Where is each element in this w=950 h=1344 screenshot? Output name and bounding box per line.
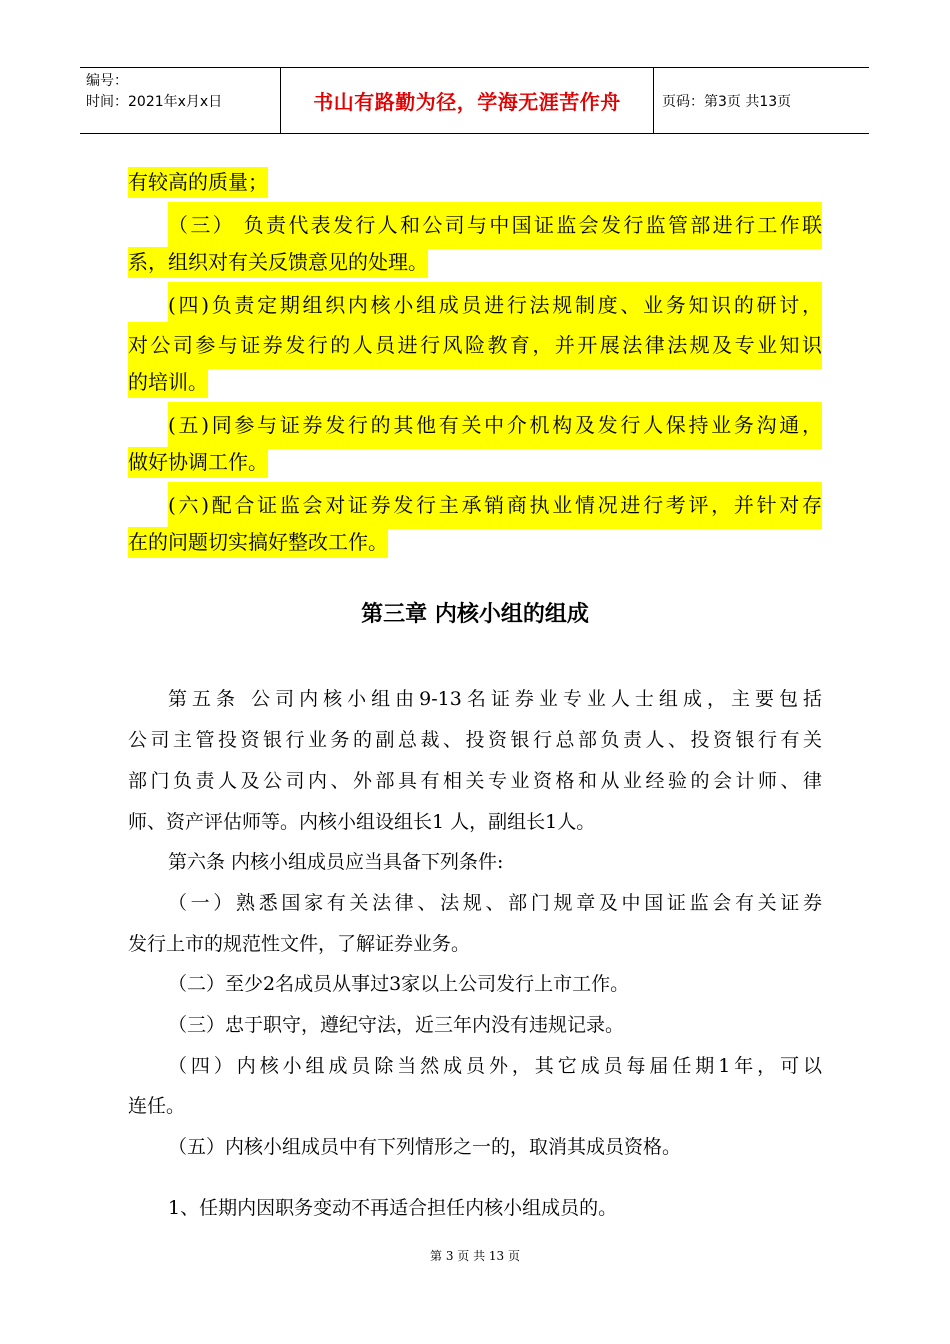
highlight-line: 在的问题切实搞好整改工作。 <box>128 522 822 562</box>
article-5-line: 第五条 公司内核小组由9-13名证券业专业人士组成，主要包括 <box>168 688 822 710</box>
condition-3-line: （三）忠于职守，遵纪守法，近三年内没有违规记录。 <box>168 1014 625 1036</box>
highlight-line: 做好协调工作。 <box>128 442 822 482</box>
highlight-line: 系，组织对有关反馈意见的处理。 <box>128 242 822 282</box>
motto-text: 书山有路勤为径，学海无涯苦作舟 <box>313 90 621 114</box>
condition-2-line: （二）至少2名成员从事过3家以上公司发行上市工作。 <box>168 973 630 995</box>
highlight-line: （三） 负责代表发行人和公司与中国证监会发行监管部进行工作联 <box>128 202 822 242</box>
condition-4-line: （四）内核小组成员除当然成员外，其它成员每届任期1年，可以 <box>168 1055 822 1077</box>
highlight-line: 的培训。 <box>128 362 822 402</box>
highlight-line: (六)配合证监会对证券发行主承销商执业情况进行考评，并针对存 <box>128 482 822 522</box>
highlight-line: (五)同参与证券发行的其他有关中介机构及发行人保持业务沟通， <box>128 402 822 442</box>
highlighted-section <box>128 162 822 562</box>
header-motto-cell <box>280 68 654 133</box>
header-meta <box>80 68 280 133</box>
article-5-line: 部门负责人及公司内、外部具有相关专业资格和从业经验的会计师、律 <box>128 770 822 792</box>
condition-4-line: 连任。 <box>128 1095 186 1117</box>
chapter-title: 第三章 内核小组的组成 <box>361 602 589 627</box>
number-label: 编号： <box>86 73 128 89</box>
header-page-cell <box>654 68 869 133</box>
highlight-line: (四)负责定期组织内核小组成员进行法规制度、业务知识的研讨， <box>128 282 822 322</box>
time-label: 时间：2021年x月x日 <box>86 94 223 110</box>
condition-1-line: （一）熟悉国家有关法律、法规、部门规章及中国证监会有关证券 <box>168 892 822 914</box>
article-6-line: 第六条 内核小组成员应当具备下列条件: <box>168 851 504 873</box>
page-info: 页码：第3页 共13页 <box>662 93 792 110</box>
highlight-line: 有较高的质量； <box>128 162 822 202</box>
condition-1-line: 发行上市的规范性文件，了解证券业务。 <box>128 933 471 955</box>
page-header <box>80 67 869 134</box>
article-5-line: 师、资产评估师等。内核小组设组长1 人，副组长1人。 <box>128 811 596 833</box>
page-footer: 第 3 页 共 13 页 <box>430 1249 520 1263</box>
highlight-line: 对公司参与证券发行的人员进行风险教育，并开展法律法规及专业知识 <box>128 322 822 362</box>
article-5-line: 公司主管投资银行业务的副总裁、投资银行总部负责人、投资银行有关 <box>128 729 822 751</box>
disqualification-1-line: 1、任期内因职务变动不再适合担任内核小组成员的。 <box>168 1197 618 1219</box>
condition-5-line: （五）内核小组成员中有下列情形之一的，取消其成员资格。 <box>168 1136 682 1158</box>
